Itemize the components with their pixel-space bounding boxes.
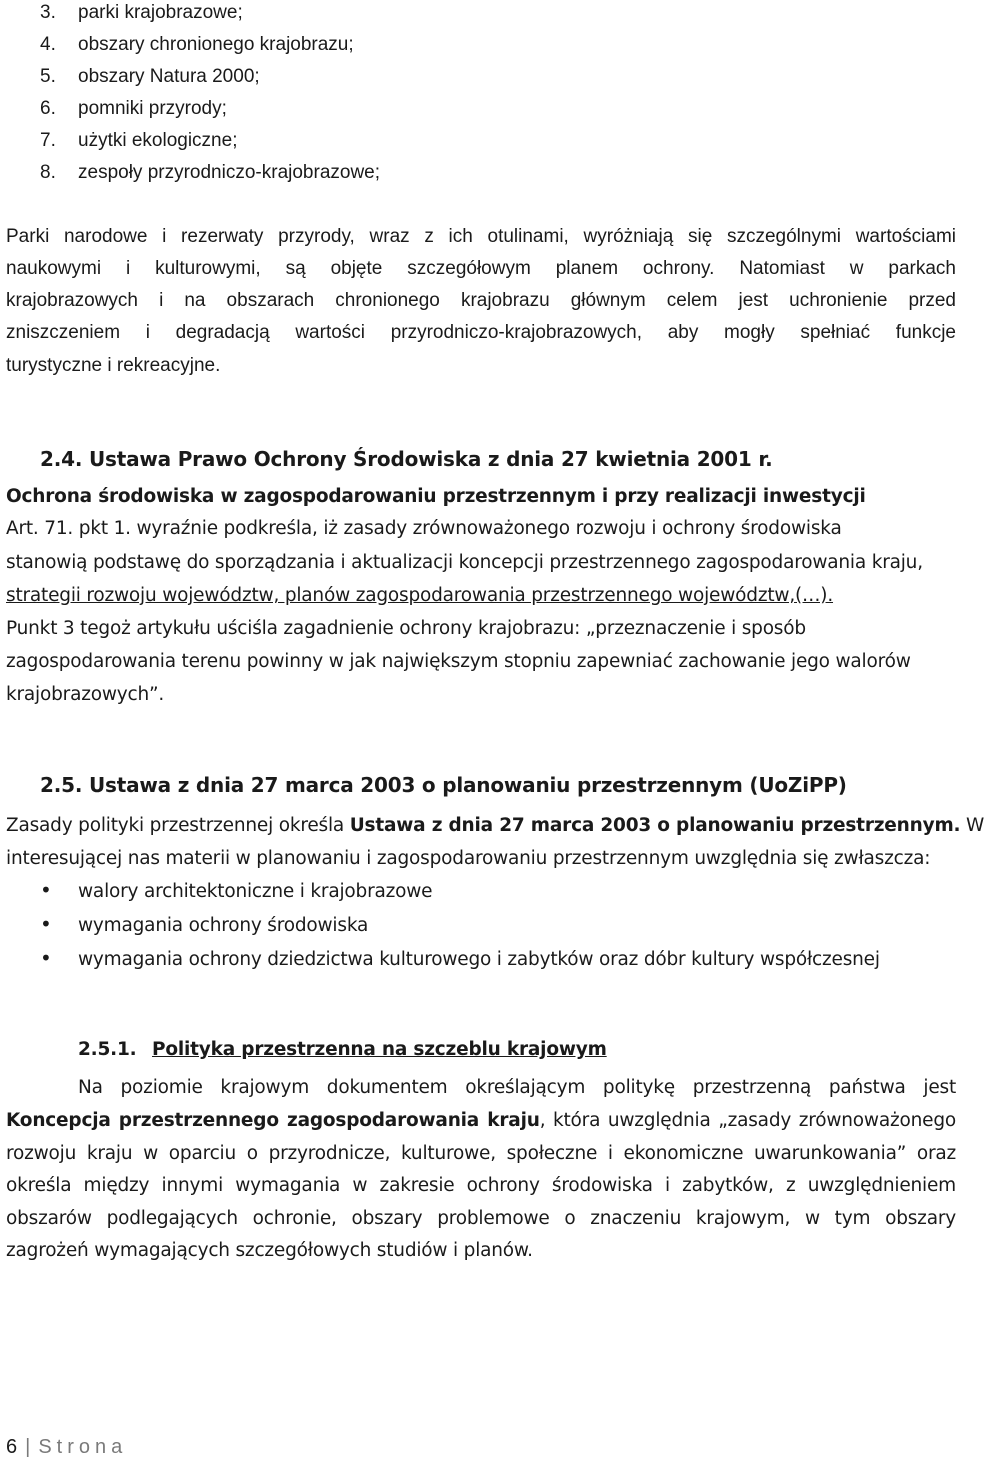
paragraph-line: zagospodarowania terenu powinny w jak największym stopniu zapewniać zachowanie jego walorów: [6, 651, 911, 672]
section-number: 2.5.1.: [78, 1039, 137, 1060]
paragraph-line: Punkt 3 tegoż artykułu uściśla zagadnienie ochrony krajobrazu: „przeznaczenie i sposób: [6, 618, 806, 639]
list-number: 8.: [40, 162, 56, 183]
law-title: Ustawa z dnia 27 marca 2003 o planowaniu przestrzennym.: [349, 815, 961, 836]
list-text: parki krajobrazowe;: [78, 2, 243, 23]
section-heading: 2.5. Ustawa z dnia 27 marca 2003 o planowaniu przestrzennym (UoZiPP): [40, 773, 847, 797]
list-text: walory architektoniczne i krajobrazowe: [78, 881, 433, 902]
text-span: W: [960, 815, 984, 836]
section-heading: 2.4. Ustawa Prawo Ochrony Środowiska z dnia 27 kwietnia 2001 r.: [40, 447, 773, 471]
paragraph-line: Na poziomie krajowym dokumentem określającym politykę przestrzenną państwa jest: [78, 1077, 956, 1098]
paragraph-line: Parki narodowe i rezerwaty przyrody, wraz z ich otulinami, wyróżniają się szczególnymi wartościami: [6, 226, 956, 247]
section-subheading: Ochrona środowiska w zagospodarowaniu przestrzennym i przy realizacji inwestycji: [6, 486, 866, 507]
page-label: Strona: [38, 1436, 128, 1458]
list-text: pomniki przyrody;: [78, 98, 227, 119]
paragraph-line: krajobrazowych”.: [6, 684, 165, 705]
paragraph-line: stanowią podstawę do sporządzania i aktualizacji koncepcji przestrzennego zagospodarowania kraju,: [6, 552, 923, 573]
paragraph-line: [6, 1110, 956, 1131]
list-number: 4.: [40, 34, 56, 55]
document-title: Koncepcja przestrzennego zagospodarowania kraju: [6, 1110, 540, 1131]
list-number: 5.: [40, 66, 56, 87]
text-span: Zasady polityki przestrzennej określa: [6, 815, 350, 836]
footer-separator: |: [25, 1436, 31, 1458]
paragraph-line: rozwoju kraju w oparciu o przyrodnicze, kulturowe, społeczne i ekonomiczne uwarunkowania” oraz: [6, 1143, 956, 1164]
paragraph-line: zagrożeń wymagających szczegółowych studiów i planów.: [6, 1240, 533, 1261]
paragraph-line: określa między innymi wymagania w zakresie ochrony środowiska i zabytków, z uwzględnieniem: [6, 1175, 956, 1196]
bullet-icon: •: [40, 912, 52, 936]
section-heading: Polityka przestrzenna na szczeblu krajowym: [152, 1039, 607, 1060]
paragraph-line: strategii rozwoju województw, planów zagospodarowania przestrzennego województw,(…).: [6, 585, 834, 606]
list-text: obszary chronionego krajobrazu;: [78, 34, 354, 55]
list-text: zespoły przyrodniczo-krajobrazowe;: [78, 162, 381, 183]
paragraph-line: obszarów podlegających ochronie, obszary problemowe o znaczeniu krajowym, w tym obszary: [6, 1208, 956, 1229]
list-number: 7.: [40, 130, 56, 151]
paragraph-line: turystyczne i rekreacyjne.: [6, 355, 221, 376]
bullet-icon: •: [40, 878, 52, 902]
list-text: użytki ekologiczne;: [78, 130, 238, 151]
list-text: wymagania ochrony dziedzictwa kulturowego i zabytków oraz dóbr kultury współczesnej: [78, 949, 880, 970]
paragraph-line: zniszczeniem i degradacją wartości przyrodniczo-krajobrazowych, aby mogły spełniać funkcje: [6, 322, 956, 343]
bullet-icon: •: [40, 946, 52, 970]
text-span: , która uwzględnia „zasady zrównoważonego: [539, 1110, 956, 1131]
paragraph-line: Art. 71. pkt 1. wyraźnie podkreśla, iż zasady zrównoważonego rozwoju i ochrony środowiska: [6, 518, 842, 539]
list-number: 3.: [40, 2, 56, 23]
list-text: wymagania ochrony środowiska: [78, 915, 369, 936]
page-number: 6: [6, 1436, 18, 1458]
list-number: 6.: [40, 98, 56, 119]
paragraph-line: interesującej nas materii w planowaniu i zagospodarowaniu przestrzennym uwzględnia się zwłaszcza:: [6, 848, 931, 869]
paragraph-line: naukowymi i kulturowymi, są objęte szczegółowym planem ochrony. Natomiast w parkach: [6, 258, 956, 279]
paragraph-line: [6, 815, 984, 836]
paragraph-line: krajobrazowych i na obszarach chronionego krajobrazu głównym celem jest uchronienie przed: [6, 290, 956, 311]
list-text: obszary Natura 2000;: [78, 66, 260, 87]
page-footer: [6, 1436, 127, 1459]
